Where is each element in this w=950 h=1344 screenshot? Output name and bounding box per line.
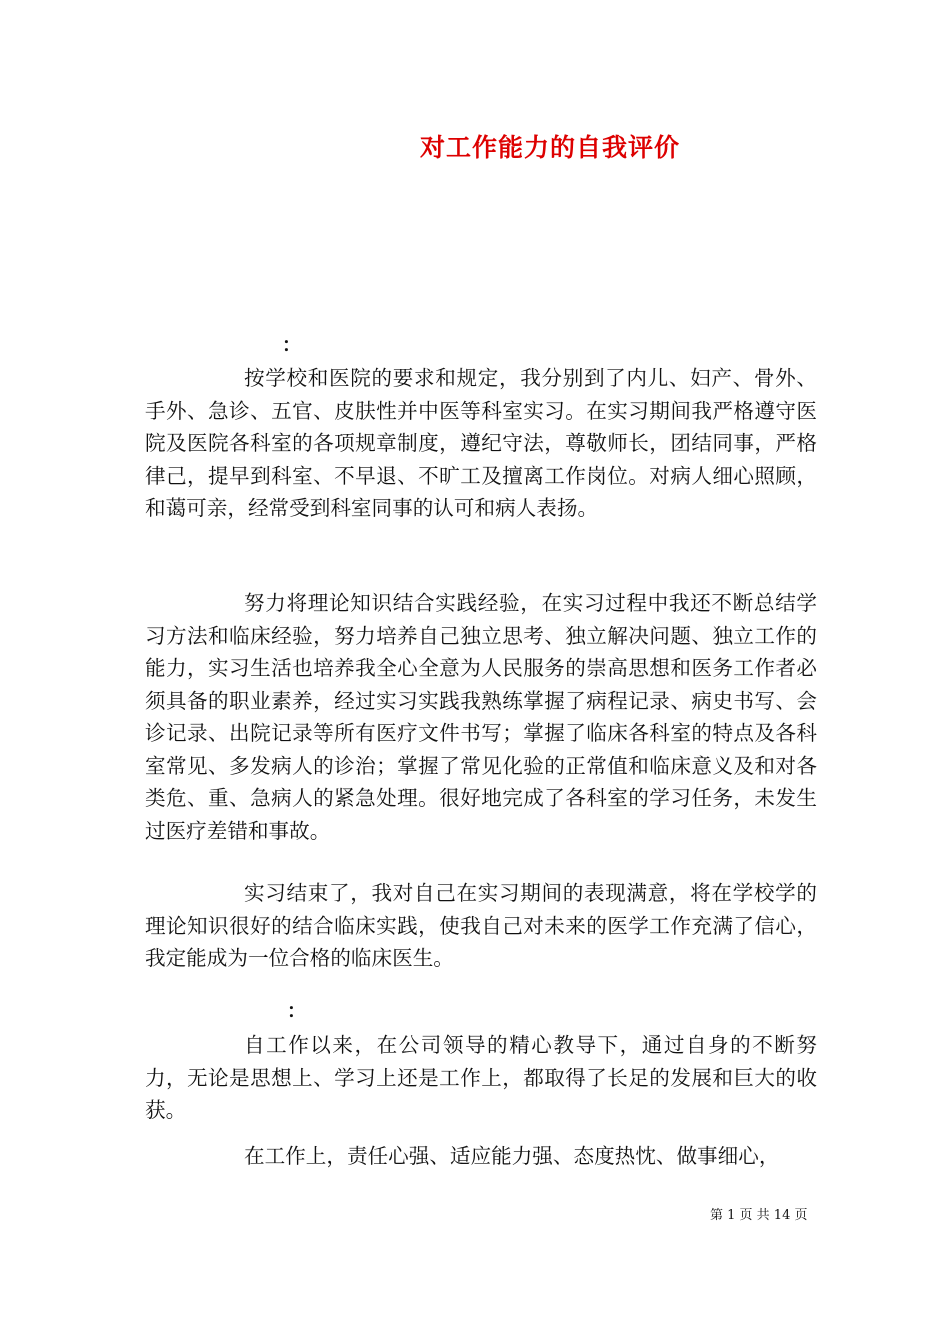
section-mark: ： [287,1000,307,1022]
paragraph: 努力将理论知识结合实践经验，在实习过程中我还不断总结学习方法和临床经验，努力培养自己独立思考、独立解决问题、独立工作的能力，实习生活也培养我全心全意为人民服务的崇高思想和医务工作者必须具备的职业素养，经过实习实践我熟练掌握了病程记录、病史书写、会诊记录、出院记录等所有医疗文件书写；掌握了临床各科室的特点及各科室常见、多发病人的诊治；掌握了常见化验的正常值和临床意义及和对各类危、重、急病人的紧急处理。很好地完成了各科室的学习任务，未发生过医疗差错和事故。 [145,591,817,843]
page-number-footer: 第 1 页 共 14 页 [710,1208,808,1223]
section-mark: ： [282,334,302,356]
document-title: 对工作能力的自我评价 [419,133,680,162]
paragraph: 按学校和医院的要求和规定，我分别到了内儿、妇产、骨外、手外、急诊、五官、皮肤性并中医等科室实习。在实习期间我严格遵守医院及医院各科室的各项规章制度，遵纪守法，尊敬师长，团结同事，严格律己，提早到科室、不早退、不旷工及擅离工作岗位。对病人细心照顾，和蔼可亲，经常受到科室同事的认可和病人表扬。 [145,366,817,520]
paragraph: 在工作上，责任心强、适应能力强、态度热忱、做事细心， [244,1144,780,1168]
paragraph: 自工作以来，在公司领导的精心教导下，通过自身的不断努力，无论是思想上、学习上还是工作上，都取得了长足的发展和巨大的收获。 [145,1033,817,1122]
paragraph: 实习结束了，我对自己在实习期间的表现满意，将在学校学的理论知识很好的结合临床实践，使我自己对未来的医学工作充满了信心，我定能成为一位合格的临床医生。 [145,881,817,970]
